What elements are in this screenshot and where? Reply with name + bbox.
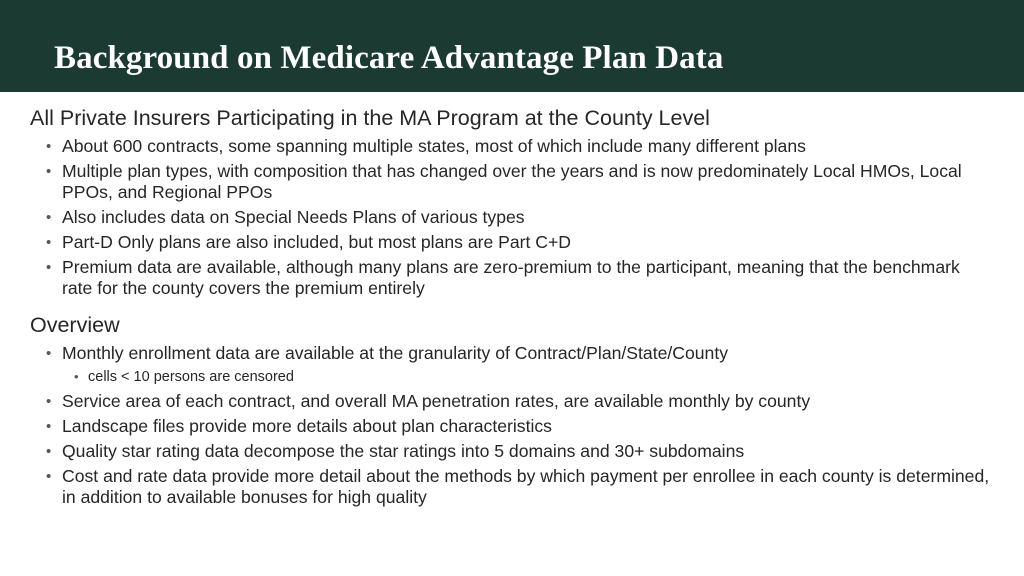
bullet-item: • Quality star rating data decompose the star ratings into 5 domains and 30+ subdomains [30,441,990,462]
bullet-item: • Monthly enrollment data are available at the granularity of Contract/Plan/State/County [30,343,990,364]
slide-content [30,104,990,508]
bullet-item: • Landscape files provide more details about plan characteristics [30,416,990,437]
bullet-item: • Multiple plan types, with composition that has changed over the years and is now predominately Local HMOs, Local PPOs, and Regional PPOs [30,161,990,203]
bullet-item: • Premium data are available, although many plans are zero-premium to the participant, meaning that the benchmark rate for the county covers the premium entirely [30,257,990,299]
bullet-list [30,136,990,299]
bullet-item: • Also includes data on Special Needs Plans of various types [30,207,990,228]
title-bar [0,0,1024,92]
bullet-item: • About 600 contracts, some spanning multiple states, most of which include many different plans [30,136,990,157]
section-heading: Overview [30,313,120,337]
section-heading: All Private Insurers Participating in the MA Program at the County Level [30,106,710,130]
bullet-item: • Cost and rate data provide more detail about the methods by which payment per enrollee in each county is determined, in addition to available bonuses for high quality [30,466,990,508]
sub-bullet-item: • cells < 10 persons are censored [30,367,990,387]
bullet-list [30,343,990,508]
section-overview [30,311,990,508]
slide-title: Background on Medicare Advantage Plan Data [54,40,724,76]
bullet-item: • Service area of each contract, and overall MA penetration rates, are available monthly by county [30,391,990,412]
bullet-item: • Part-D Only plans are also included, but most plans are Part C+D [30,232,990,253]
section-private-insurers [30,104,990,299]
